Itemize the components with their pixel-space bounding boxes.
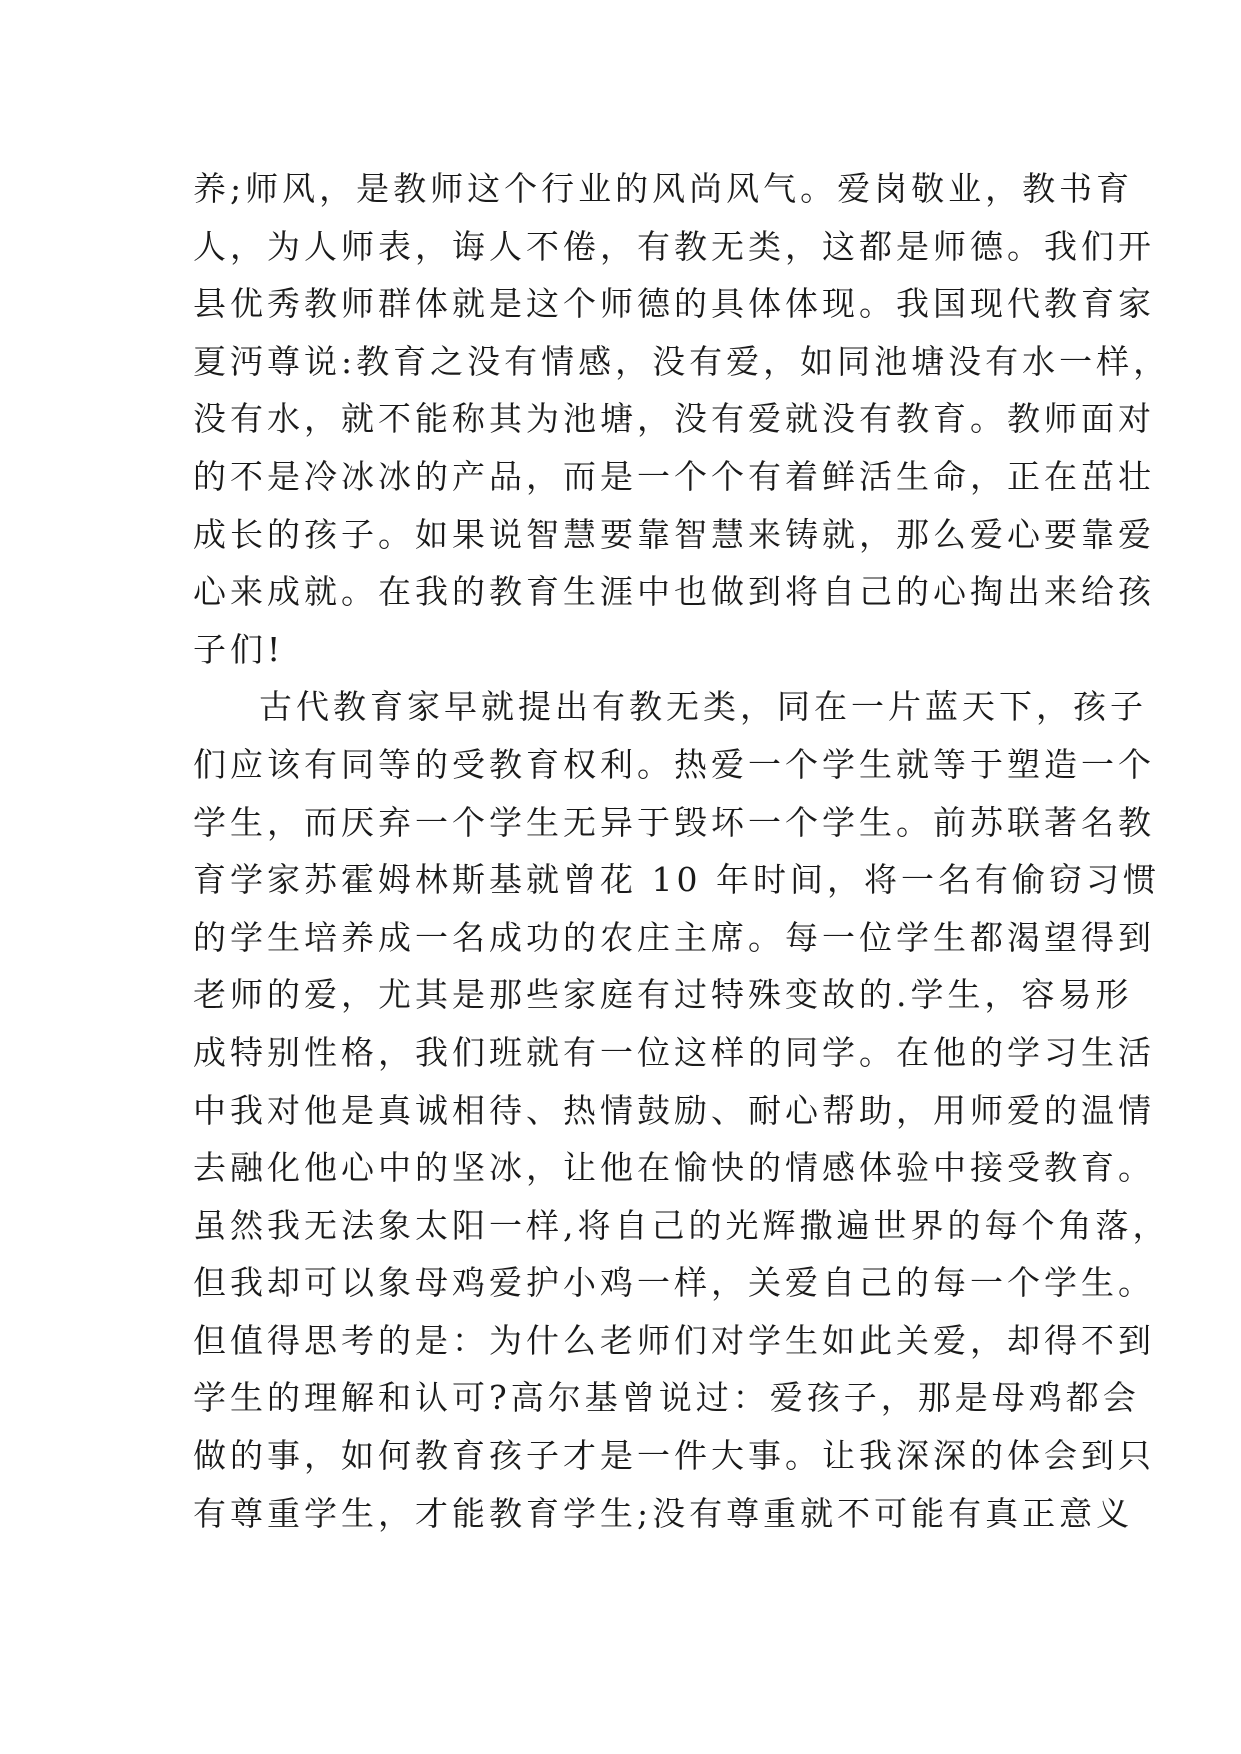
text-line: 成特别性格，我们班就有一位这样的同学。在他的学习生活 [193,1032,1155,1072]
text-line: 虽然我无法象太阳一样,将自己的光辉撒遍世界的每个角落， [193,1205,1170,1245]
text-line: 没有水，就不能称其为池塘，没有爱就没有教育。教师面对 [193,399,1155,439]
text-line: 但值得思考的是：为什么老师们对学生如此关爱，却得不到 [193,1320,1155,1360]
text-line: 成长的孩子。如果说智慧要靠智慧来铸就，那么爱心要靠爱 [193,514,1155,554]
text-line: 有尊重学生，才能教育学生;没有尊重就不可能有真正意义 [193,1493,1134,1533]
text-line: 的不是冷冰冰的产品，而是一个个有着鲜活生命，正在茁壮 [193,456,1155,496]
text-line: 人，为人师表，诲人不倦，有教无类，这都是师德。我们开 [193,226,1155,266]
text-line: 做的事，如何教育孩子才是一件大事。让我深深的体会到只 [193,1436,1155,1476]
body-text [193,160,1171,1542]
text-line: 学生的理解和认可?高尔基曾说过：爱孩子，那是母鸡都会 [193,1378,1140,1418]
paragraph-first-line: 古代教育家早就提出有教无类，同在一片蓝天下，孩子 [259,687,1147,727]
text-line: 去融化他心中的坚冰，让他在愉快的情感体验中接受教育。 [193,1148,1155,1188]
text-line: 夏沔尊说:教育之没有情感，没有爱，如同池塘没有水一样， [193,341,1171,381]
text-line: 县优秀教师群体就是这个师德的具体体现。我国现代教育家 [193,284,1155,324]
text-line: 老师的爱，尤其是那些家庭有过特殊变故的.学生，容易形 [193,975,1133,1015]
text-line: 学生，而厌弃一个学生无异于毁坏一个学生。前苏联著名教 [193,802,1155,842]
text-line: 但我却可以象母鸡爱护小鸡一样，关爱自己的每一个学生。 [193,1263,1155,1303]
text-line: 子们! [193,629,285,669]
text-line: 养;师风，是教师这个行业的风尚风气。爱岗敬业，教书育 [193,169,1134,208]
text-line: 育学家苏霍姆林斯基就曾花 10 年时间，将一名有偷窃习惯 [193,860,1160,900]
text-line: 中我对他是真诚相待、热情鼓励、耐心帮助，用师爱的温情 [193,1090,1155,1130]
text-line: 心来成就。在我的教育生涯中也做到将自己的心掏出来给孩 [193,572,1155,612]
text-line: 的学生培养成一名成功的农庄主席。每一位学生都渴望得到 [193,917,1155,957]
text-line: 们应该有同等的受教育权利。热爱一个学生就等于塑造一个 [193,744,1155,784]
